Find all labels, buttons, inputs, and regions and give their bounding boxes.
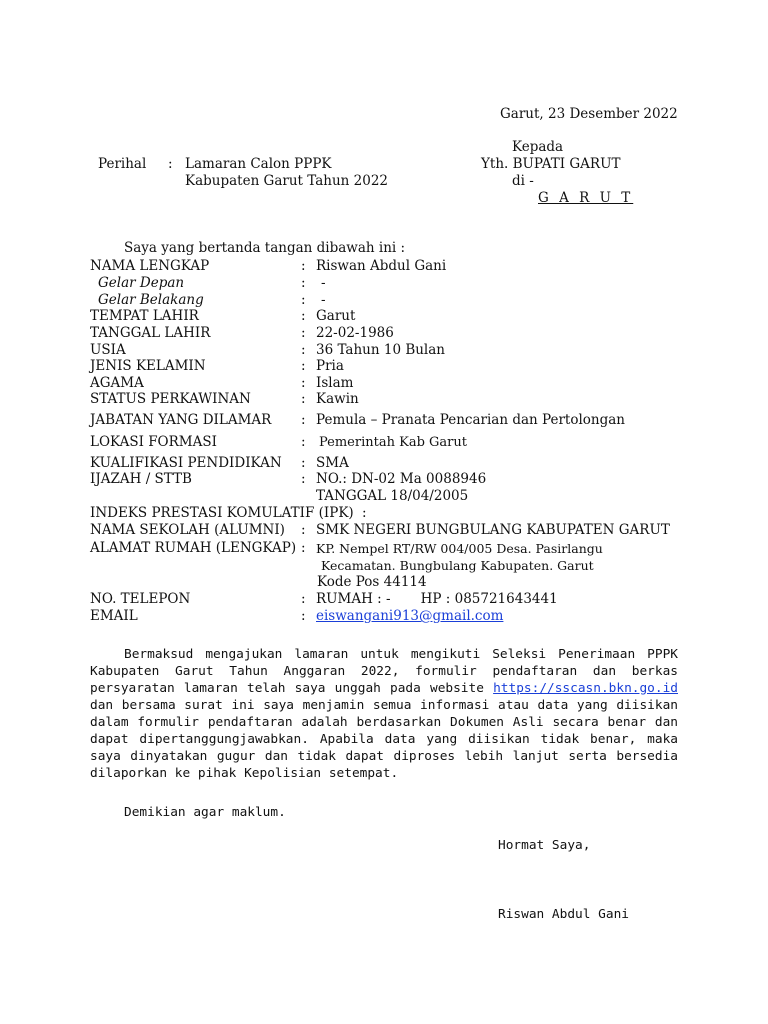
closing-text: Demikian agar maklum. [124, 805, 286, 820]
body-paragraph [90, 646, 678, 782]
field-label: KUALIFIKASI PENDIDIKAN [90, 455, 282, 471]
field-value: - [321, 292, 326, 308]
field-colon: : [362, 505, 367, 521]
field-value: KP. Nempel RT/RW 004/005 Desa. Pasirlangu [316, 541, 603, 556]
field-label: TEMPAT LAHIR [90, 308, 199, 324]
field-value: TANGGAL 18/04/2005 [316, 488, 469, 504]
field-colon: : [301, 308, 306, 324]
field-colon: : [301, 471, 306, 487]
field-colon: : [301, 275, 306, 291]
field-colon: : [301, 342, 306, 358]
field-colon: : [301, 608, 306, 624]
body-text-before: Bermaksud mengajukan lamaran untuk mengikuti Seleksi Penerimaan PPPK Kabupaten Garut Tahun Anggaran 2022, formulir pendaftaran dan berkas persyaratan lamaran telah saya unggah pada website [90, 647, 678, 696]
field-label: USIA [90, 342, 126, 358]
field-label: Gelar Belakang [98, 292, 204, 308]
perihal-label: Perihal [98, 156, 147, 172]
email-link[interactable]: eiswangani913@gmail.com [316, 608, 504, 624]
field-value: NO.: DN-02 Ma 0088946 [316, 471, 487, 487]
signature-name: Riswan Abdul Gani [498, 907, 629, 922]
intro-text: Saya yang bertanda tangan dibawah ini : [124, 240, 406, 256]
field-value: - [321, 275, 326, 291]
field-value: SMA [316, 455, 349, 471]
field-label: Gelar Depan [98, 275, 185, 291]
field-label: AGAMA [90, 375, 144, 391]
field-colon: : [301, 412, 306, 428]
field-value: 36 Tahun 10 Bulan [316, 342, 445, 358]
field-value: Pemerintah Kab Garut [319, 435, 467, 450]
field-colon: : [301, 522, 306, 538]
field-value: Kecamatan. Bungbulang Kabupaten. Garut [321, 558, 594, 573]
field-label: NAMA LENGKAP [90, 258, 210, 274]
body-text-after: dan bersama surat ini saya menjamin semua informasi atau data yang diisikan dalam formulir pendaftaran adalah berdasarkan Dokumen Asli secara benar dan dapat dipertanggungjawabkan. Apabila data yang diisikan tidak benar, maka saya dinyatakan gugur dan tidak dapat diproses lebih lanjut serta bersedia dilaporkan ke pihak Kepolisian setempat. [90, 698, 678, 781]
field-label: IJAZAH / STTB [90, 471, 192, 487]
field-colon: : [301, 325, 306, 341]
place-date: Garut, 23 Desember 2022 [500, 106, 678, 122]
field-value: SMK NEGERI BUNGBULANG KABUPATEN GARUT [316, 522, 670, 538]
field-colon: : [301, 358, 306, 374]
signature-greeting: Hormat Saya, [498, 838, 591, 853]
field-value: Kode Pos 44114 [317, 574, 427, 590]
field-colon: : [301, 292, 306, 308]
field-value: RUMAH : - HP : 085721643441 [316, 591, 558, 607]
field-value: Garut [316, 308, 356, 324]
field-label: TANGGAL LAHIR [90, 325, 211, 341]
field-colon: : [301, 434, 306, 450]
perihal-line1: Lamaran Calon PPPK [185, 156, 332, 172]
field-value: 22-02-1986 [316, 325, 394, 341]
field-colon: : [301, 455, 306, 471]
field-value: Pria [316, 358, 344, 374]
field-colon: : [301, 258, 306, 274]
field-label: NAMA SEKOLAH (ALUMNI) [90, 522, 285, 538]
field-label: EMAIL [90, 608, 138, 624]
perihal-colon: : [168, 156, 173, 172]
recipient-city: G A R U T [538, 190, 634, 206]
website-link[interactable]: https://sscasn.bkn.go.id [493, 681, 678, 696]
field-label: LOKASI FORMASI [90, 434, 217, 450]
recipient-yth: Yth. BUPATI GARUT [481, 156, 621, 172]
perihal-line2: Kabupaten Garut Tahun 2022 [185, 173, 388, 189]
field-colon: : [301, 375, 306, 391]
field-colon: : [301, 591, 306, 607]
field-label: JENIS KELAMIN [90, 358, 206, 374]
field-colon: : [301, 540, 306, 556]
field-label: JABATAN YANG DILAMAR [90, 412, 272, 428]
recipient-di: di - [512, 173, 534, 189]
field-colon: : [301, 391, 306, 407]
field-value: Islam [316, 375, 354, 391]
field-label: NO. TELEPON [90, 591, 191, 607]
field-label: STATUS PERKAWINAN [90, 391, 251, 407]
field-label: ALAMAT RUMAH (LENGKAP) [90, 540, 297, 556]
recipient-kepada: Kepada [512, 139, 564, 155]
field-value: Kawin [316, 391, 359, 407]
field-value: Riswan Abdul Gani [316, 258, 447, 274]
field-value: Pemula – Pranata Pencarian dan Pertolongan [316, 412, 626, 428]
field-label: INDEKS PRESTASI KOMULATIF (IPK) [90, 505, 354, 521]
